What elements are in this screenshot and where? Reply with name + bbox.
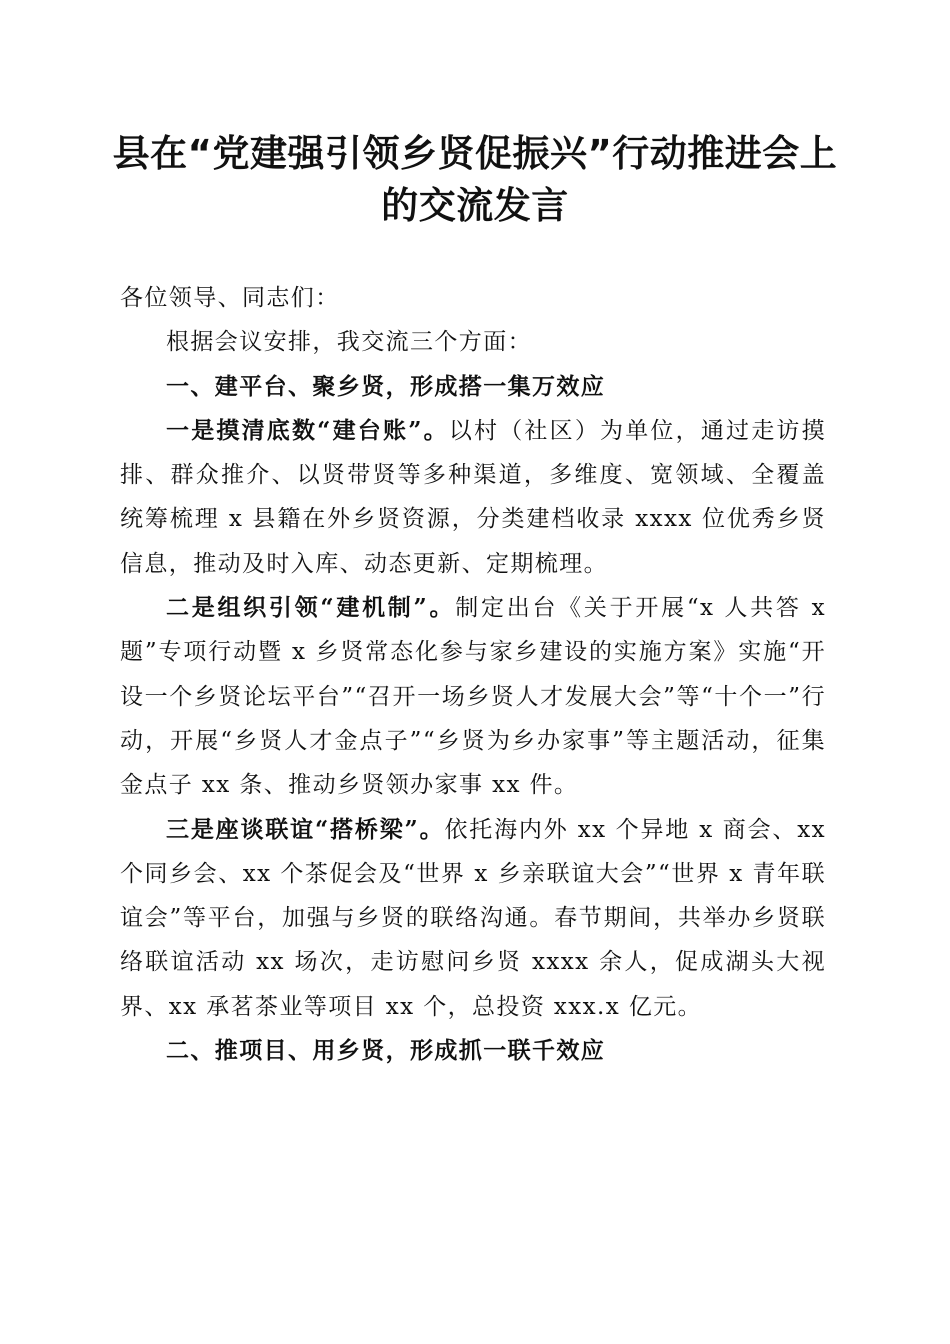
paragraph-1: [120, 409, 826, 586]
intro-paragraph: 根据会议安排，我交流三个方面：: [166, 329, 532, 356]
title-line-1: 县在“党建强引领乡贤促振兴”行动推进会上: [112, 132, 838, 175]
title-line-2: 的交流发言: [381, 184, 569, 227]
paragraph-3: [120, 808, 826, 1029]
paragraph-3-lead: 三是座谈联谊“搭桥梁”。: [166, 815, 445, 843]
salutation: 各位领导、同志们：: [120, 285, 340, 311]
paragraph-2: [120, 586, 826, 807]
paragraph-3-text: 依托海内外 xx 个异地 x 商会、xx 个同乡会、xx 个茶促会及“世界 x 乡亲联谊大会”“世界 x 青年联谊会”等平台，加强与乡贤的联络沟通。春节期间，共举办乡贤联络联谊活动 xx 场次，走访慰问乡贤 xxxx 余人，促成湖头大视界、xx 承茗茶业等项目 xx 个，总投资 xxx.x 亿元。: [120, 816, 826, 1020]
document-title: [110, 128, 840, 232]
section-heading-1: 一、建平台、聚乡贤，形成搭一集万效应: [166, 373, 606, 400]
paragraph-1-text: 以村（社区）为单位，通过走访摸排、群众推介、以贤带贤等多种渠道，多维度、宽领域、全覆盖统筹梳理 x 县籍在外乡贤资源，分类建档收录 xxxx 位优秀乡贤信息，推动及时入库、动态更新、定期梳理。: [120, 417, 827, 577]
paragraph-1-lead: 一是摸清底数“建台账”。: [166, 416, 449, 444]
section-heading-2: 二、推项目、用乡贤，形成抓一联千效应: [166, 1038, 606, 1065]
document-body: [120, 276, 826, 1073]
paragraph-2-lead: 二是组织引领“建机制”。: [166, 594, 456, 622]
paragraph-2-text: 制定出台《关于开展“x 人共答 x 题”专项行动暨 x 乡贤常态化参与家乡建设的实施方案》实施“开设一个乡贤论坛平台”“召开一场乡贤人才发展大会”等“十个一”行动，开展“乡贤人才金点子”“乡贤为乡办家事”等主题活动，征集金点子 xx 条、推动乡贤领办家事 xx 件。: [120, 595, 826, 799]
